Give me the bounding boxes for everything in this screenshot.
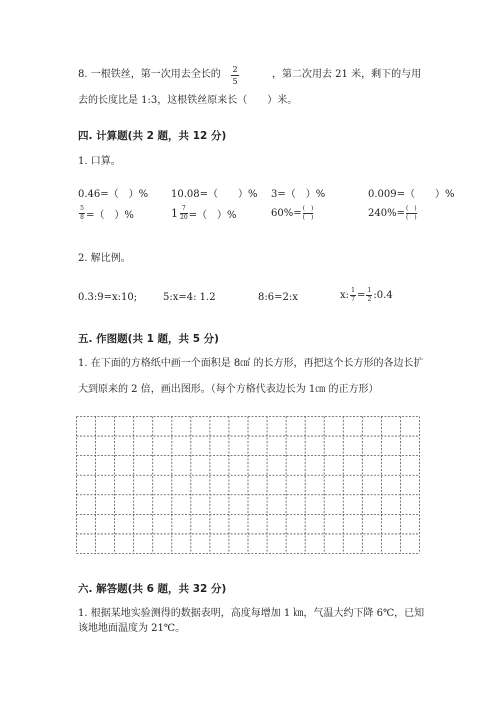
q8-text-part1: 8. 一根铁丝，第一次用去全长的 <box>78 69 221 80</box>
graph-paper-svg <box>76 416 420 554</box>
q8-fraction-numerator: 2 <box>232 65 238 74</box>
section4-title: 四. 计算题(共 2 题，共 12 分) <box>78 130 227 142</box>
numerator: 7 <box>181 205 186 212</box>
section5-q1-line2: 大到原来的 2 倍，画出图形。（每个方格代表边长为 1㎝ 的正方形） <box>78 384 379 395</box>
denominator: ( ) <box>405 214 417 221</box>
section6-q1-line1: 1. 根据某地实验测得的数据表明，高度每增加 1 ㎞，气温大约下降 6℃，已知 <box>78 608 425 619</box>
section4-q2-label: 2. 解比例。 <box>78 253 131 264</box>
section6-q1-line2: 该地地面温度为 21℃。 <box>78 623 186 634</box>
calc-row2-item1 <box>78 206 134 221</box>
fraction <box>406 206 417 221</box>
expression-tail: =（ ）% <box>86 210 134 221</box>
expression-tail: :0.4 <box>373 290 393 301</box>
fraction <box>79 206 85 221</box>
calc-row2-item3 <box>271 206 314 221</box>
equals-sign: = <box>357 290 366 301</box>
calc-row1-item3: 3=（ ）% <box>271 189 326 200</box>
calc-row1-item4: 0.009=（ ）% <box>368 189 455 200</box>
numerator: 1 <box>367 287 372 294</box>
q8-fraction-denominator: 5 <box>232 77 238 86</box>
calc-row2-item2 <box>171 206 237 221</box>
denominator: 7 <box>351 296 355 303</box>
section5-q1-line1: 1. 在下面的方格纸中画一个面积是 8㎠ 的长方形，再把这个长方形的各边长扩 <box>78 358 424 369</box>
proportion-item3: 8:6=2:x <box>258 292 298 303</box>
section5-title: 五. 作图题(共 1 题，共 5 分) <box>78 333 219 345</box>
numerator: ( ) <box>405 205 417 212</box>
denominator: ( ) <box>302 214 314 221</box>
denominator: 8 <box>80 214 84 221</box>
q8-text-part2: ，第二次用去 21 米，剩下的与用 <box>272 69 422 80</box>
fraction-bar <box>231 75 239 76</box>
proportion-item1: 0.3:9=x:10; <box>78 292 138 303</box>
fraction <box>350 288 356 303</box>
calc-row1-item1: 0.46=（ ）% <box>78 189 149 200</box>
numerator: 5 <box>80 205 84 212</box>
numerator: ( ) <box>302 205 314 212</box>
expression-tail: =（ ）% <box>188 210 237 221</box>
fraction <box>303 206 314 221</box>
section6-title: 六. 解答题(共 6 题，共 32 分) <box>78 583 227 595</box>
proportion-item4 <box>340 288 393 303</box>
numerator: 1 <box>351 287 355 294</box>
section4-q1-label: 1. 口算。 <box>78 156 121 167</box>
fraction <box>366 288 372 303</box>
expression-head: 60%= <box>271 208 302 219</box>
whole-number: 1 <box>171 207 178 220</box>
proportion-item2: 5:x=4: 1.2 <box>163 292 216 303</box>
q8-text-line2: 去的长度比是 1:3，这根铁丝原来长（ ）米。 <box>78 95 298 106</box>
fraction <box>180 206 188 221</box>
denominator: 20 <box>180 214 188 221</box>
calc-row2-item4 <box>368 206 418 221</box>
expression-head: x: <box>340 290 350 301</box>
denominator: 2 <box>367 296 372 303</box>
q8-fraction <box>231 65 239 86</box>
expression-head: 240%= <box>368 208 405 219</box>
graph-paper-grid[interactable] <box>76 416 420 554</box>
calc-row1-item2: 10.08=（ ）% <box>171 189 258 200</box>
